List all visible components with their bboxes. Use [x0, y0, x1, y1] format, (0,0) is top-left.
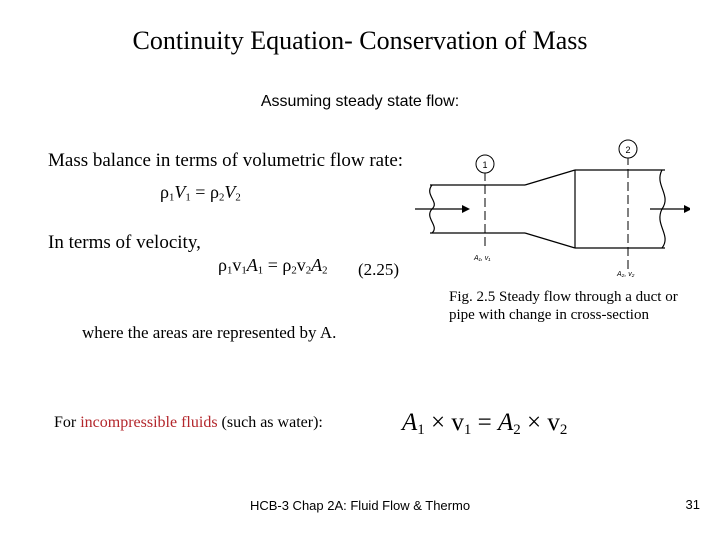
incompressible-equation: $A_1 \times v_1 = A_2 \times v_2$ — [402, 409, 568, 438]
area-1-label: A₁, v₁ — [474, 255, 491, 262]
incompressible-text: For incompressible fluids (such as water): — [54, 414, 323, 431]
page-number: 31 — [685, 497, 700, 512]
areas-note: where the areas are represented by A. — [82, 323, 337, 342]
volumetric-equation: $\rho_1V_1 = \rho_2V_2$ — [160, 182, 241, 204]
section-2-label: 2 — [625, 145, 631, 155]
velocity-text: In terms of velocity, — [48, 232, 201, 253]
subtitle: Assuming steady state flow: — [260, 93, 460, 110]
velocity-equation: $\rho_1v_1A_1 = \rho_2v_2A_2$ — [218, 255, 328, 277]
area-2-label: A₂, v₂ — [617, 271, 635, 278]
mass-balance-text: Mass balance in terms of volumetric flow rate: — [48, 150, 404, 171]
footer-text: HCB-3 Chap 2A: Fluid Flow & Thermo — [249, 498, 471, 513]
figure-caption: Fig. 2.5 Steady flow through a duct or pipe with change in cross-section — [449, 289, 678, 323]
equation-number: (2.25) — [358, 260, 400, 279]
page-title: Continuity Equation- Conservation of Mass — [132, 26, 588, 55]
duct-flow-diagram — [410, 130, 690, 280]
section-1-label: 1 — [482, 160, 488, 170]
incompressible-highlight: incompressible fluids — [80, 414, 218, 431]
